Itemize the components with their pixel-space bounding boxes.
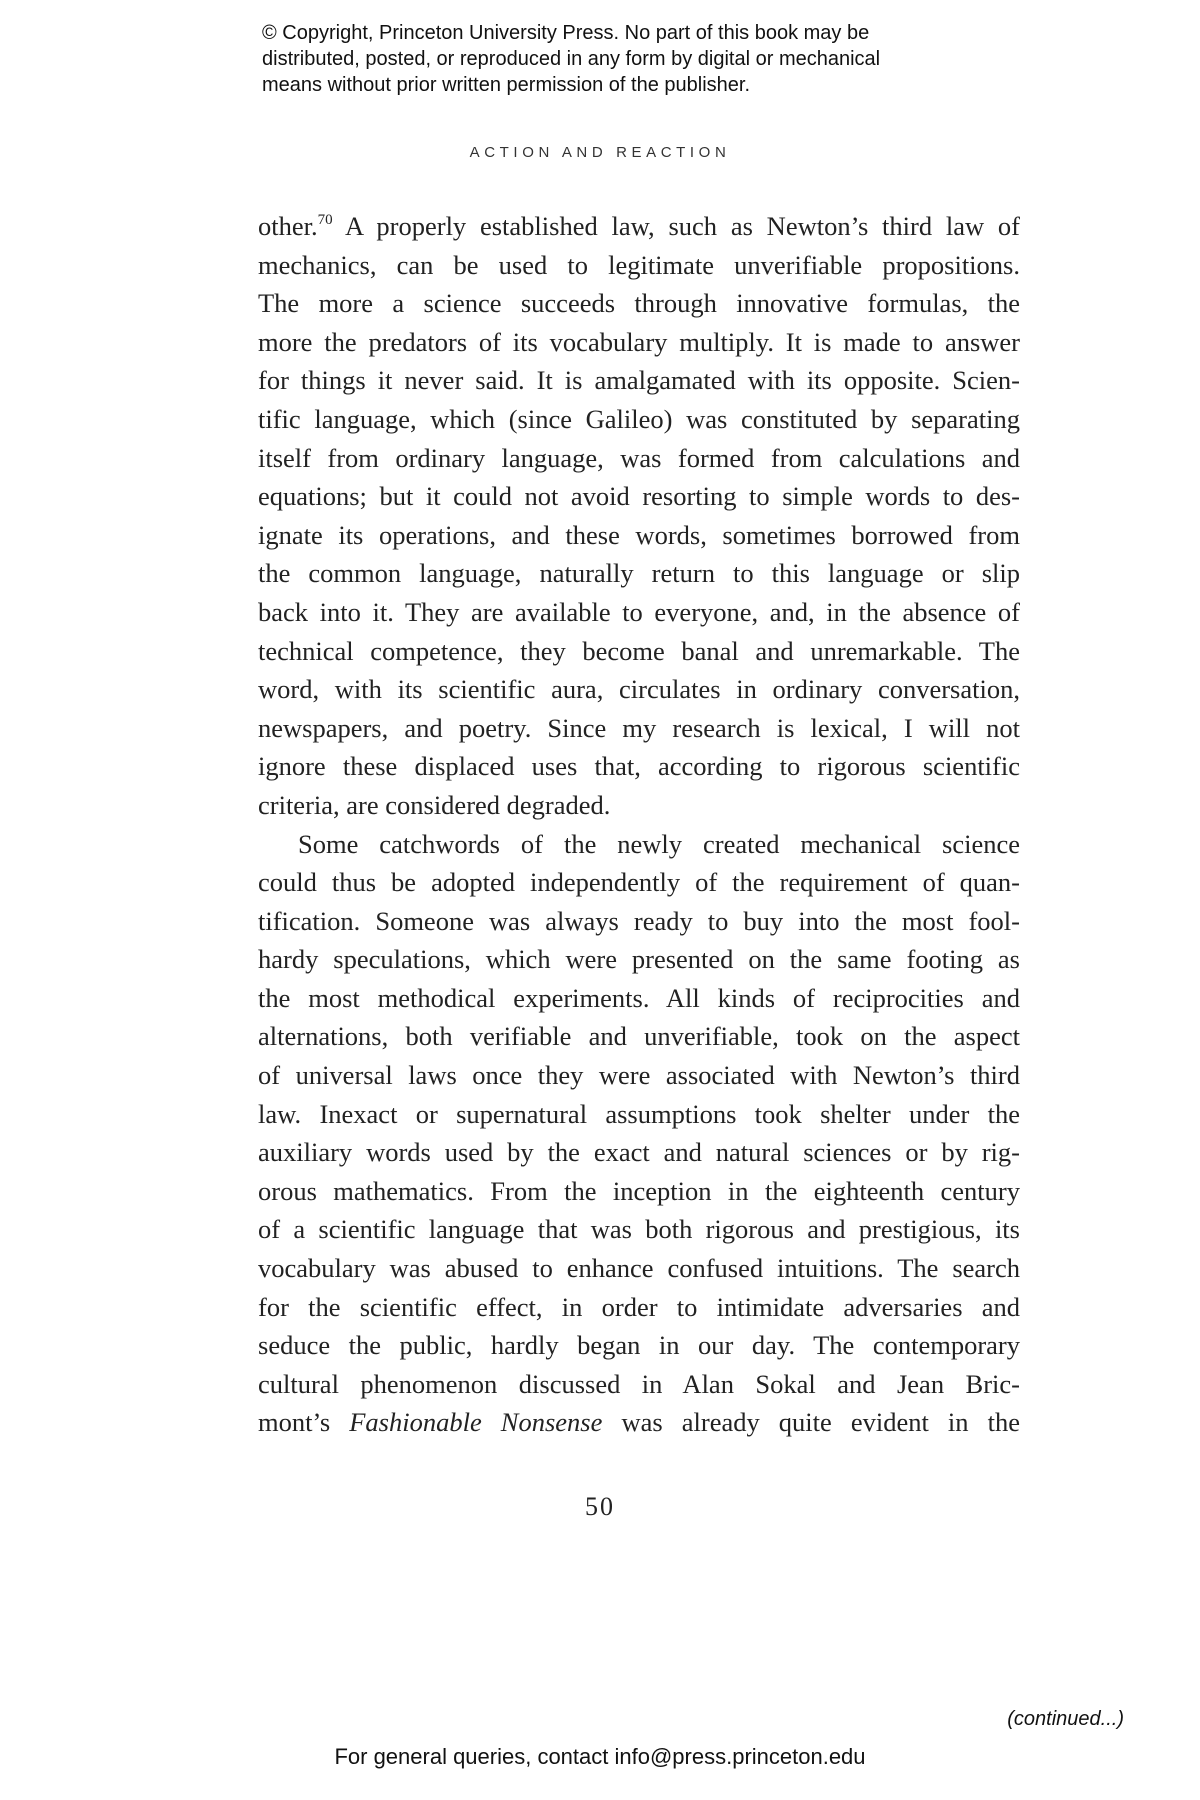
text-line: vocabulary was abused to enhance confused intuitions. The search [258,1253,1020,1284]
text-line: hardy speculations, which were presented on the same footing as [258,944,1020,975]
text-line: orous mathematics. From the inception in the eighteenth century [258,1175,1020,1206]
text-line: ignore these displaced uses that, according to rigorous scientific [258,751,1020,782]
text-line: itself from ordinary language, was formed from calculations and [258,442,1020,473]
text-line: could thus be adopted independently of the requirement of quan- [258,867,1020,898]
copyright-line: © Copyright, Princeton University Press. No part of this book may be [262,22,870,44]
text-line: cultural phenomenon discussed in Alan Sokal and Jean Bric- [258,1368,1020,1399]
text-line: the most methodical experiments. All kinds of reciprocities and [258,982,1020,1013]
text-line: tific language, which (since Galileo) was constituted by separating [258,403,1020,434]
text-line: alternations, both verifiable and unverifiable, took on the aspect [258,1021,1020,1052]
text-line: tification. Someone was always ready to buy into the most fool- [258,905,1020,936]
text-line: The more a science succeeds through innovative formulas, the [258,288,1020,319]
text-line: of universal laws once they were associated with Newton’s third [258,1060,1020,1091]
text-line: technical competence, they become banal and unremarkable. The [258,635,1020,666]
text-run: mont’s [258,1407,350,1438]
copyright-line: means without prior written permission of the publisher. [262,74,751,96]
footnote-reference[interactable]: 70 [317,212,333,228]
text-line: ignate its operations, and these words, sometimes borrowed from [258,519,1020,550]
book-title: Fashionable Nonsense [349,1407,603,1438]
text-line: more the predators of its vocabulary multiply. It is made to answer [258,326,1020,357]
text-line: for the scientific effect, in order to intimidate adversaries and [258,1291,1020,1322]
text-line [258,1403,1020,1442]
text-run: A properly established law, such as Newton’s third law of [332,211,1020,241]
body-text [258,207,1020,1442]
text-line: for things it never said. It is amalgamated with its opposite. Scien- [258,365,1020,396]
text-line: Some catchwords of the newly created mechanical science [298,828,1020,859]
text-run: was already quite evident in the [602,1407,1020,1438]
text-line: auxiliary words used by the exact and natural sciences or by rig- [258,1137,1020,1168]
text-line [258,207,1020,246]
text-run: other. [258,211,318,241]
copyright-line: distributed, posted, or reproduced in any form by digital or mechanical [262,48,881,70]
continued-note: (continued...) [1007,1708,1124,1730]
text-line: law. Inexact or supernatural assumptions took shelter under the [258,1098,1020,1129]
copyright-notice [262,20,982,98]
footer-contact: For general queries, contact info@press.princeton.edu [334,1744,866,1769]
text-line: mechanics, can be used to legitimate unverifiable propositions. [258,249,1020,280]
text-line: back into it. They are available to everyone, and, in the absence of [258,596,1020,627]
text-line: seduce the public, hardly began in our day. The contemporary [258,1330,1020,1361]
running-head: ACTION AND REACTION [469,144,731,161]
text-line: of a scientific language that was both rigorous and prestigious, its [258,1214,1020,1245]
page-number: 50 [585,1492,615,1521]
text-line: equations; but it could not avoid resorting to simple words to des- [258,481,1020,512]
text-line: criteria, are considered degraded. [258,789,611,820]
text-line: newspapers, and poetry. Since my research is lexical, I will not [258,712,1020,743]
text-line: word, with its scientific aura, circulates in ordinary conversation, [258,674,1020,705]
text-line: the common language, naturally return to this language or slip [258,558,1020,589]
